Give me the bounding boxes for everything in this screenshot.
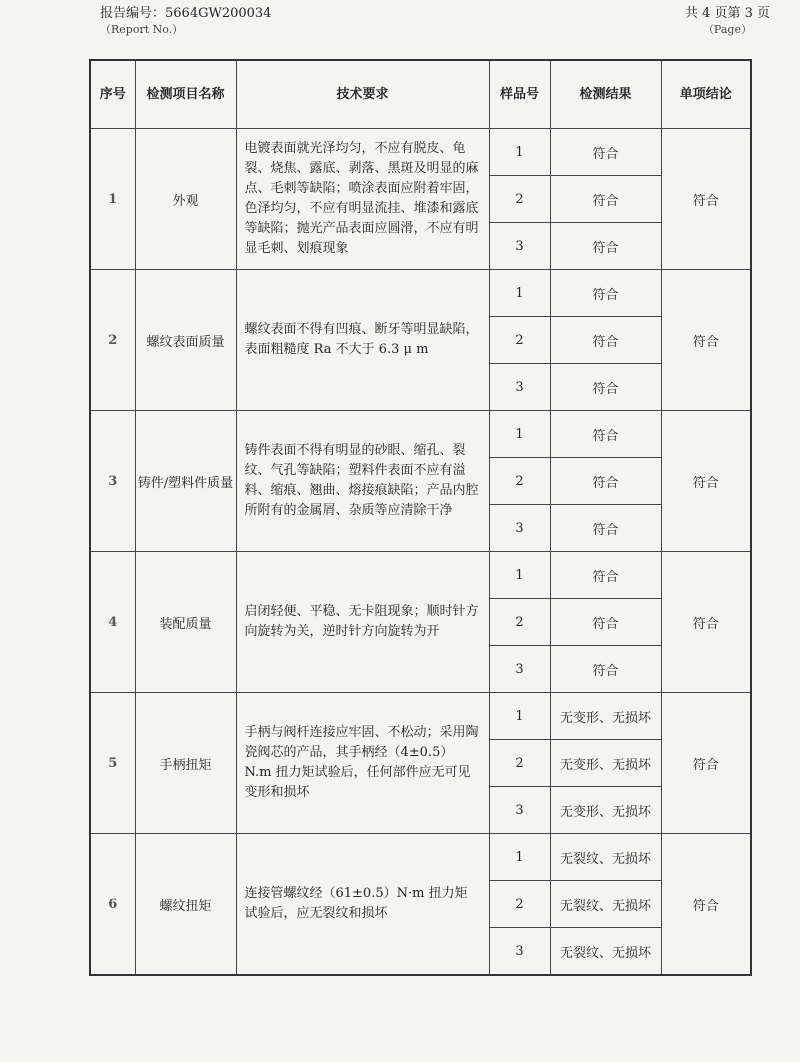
cell-requirement: 电镀表面就光泽均匀，不应有脱皮、龟裂、烧焦、露底、剥落、黑斑及明显的麻点、毛刺等缺陷；喷涂表面应附着牢固，色泽均匀，不应有明显流挂、堆漆和露底等缺陷；抛光产品表面应圆滑，不应有明显毛刺、划痕现象 (236, 129, 489, 270)
table-row (90, 552, 751, 599)
cell-sample-no: 2 (489, 176, 550, 223)
cell-sample-no: 3 (489, 928, 550, 976)
cell-result: 符合 (550, 364, 661, 411)
cell-seq: 4 (90, 552, 135, 693)
cell-sample-no: 1 (489, 552, 550, 599)
col-seq: 序号 (90, 60, 135, 129)
page-header (100, 6, 770, 46)
cell-conclusion: 符合 (661, 693, 751, 834)
col-requirement: 技术要求 (236, 60, 489, 129)
col-result: 检测结果 (550, 60, 661, 129)
cell-result: 无变形、无损坏 (550, 740, 661, 787)
cell-result: 符合 (550, 411, 661, 458)
cell-result: 符合 (550, 317, 661, 364)
cell-result: 符合 (550, 599, 661, 646)
cell-seq: 3 (90, 411, 135, 552)
cell-requirement: 铸件表面不得有明显的砂眼、缩孔、裂纹、气孔等缺陷；塑料件表面不应有溢料、缩痕、翘曲、熔接痕缺陷；产品内腔所附有的金属屑、杂质等应清除干净 (236, 411, 489, 552)
cell-result: 符合 (550, 552, 661, 599)
cell-seq: 2 (90, 270, 135, 411)
cell-sample-no: 1 (489, 693, 550, 740)
cell-sample-no: 1 (489, 411, 550, 458)
table-row (90, 411, 751, 458)
cell-requirement: 手柄与阀杆连接应牢固、不松动；采用陶瓷阀芯的产品，其手柄经（4±0.5）N.m 扭力矩试验后，任何部件应无可见变形和损坏 (236, 693, 489, 834)
cell-result: 无裂纹、无损坏 (550, 881, 661, 928)
cell-conclusion: 符合 (661, 270, 751, 411)
report-number (100, 6, 271, 38)
cell-sample-no: 3 (489, 505, 550, 552)
cell-result: 符合 (550, 129, 661, 176)
cell-seq: 6 (90, 834, 135, 976)
cell-sample-no: 1 (489, 270, 550, 317)
cell-item: 装配质量 (135, 552, 236, 693)
cell-sample-no: 2 (489, 599, 550, 646)
cell-conclusion: 符合 (661, 129, 751, 270)
cell-seq: 5 (90, 693, 135, 834)
cell-sample-no: 3 (489, 646, 550, 693)
cell-result: 符合 (550, 270, 661, 317)
cell-result: 符合 (550, 646, 661, 693)
cell-item: 外观 (135, 129, 236, 270)
cell-result: 无变形、无损坏 (550, 693, 661, 740)
cell-sample-no: 2 (489, 317, 550, 364)
cell-item: 螺纹表面质量 (135, 270, 236, 411)
cell-requirement: 连接管螺纹经（61±0.5）N·m 扭力矩试验后，应无裂纹和损坏 (236, 834, 489, 976)
cell-result: 符合 (550, 223, 661, 270)
cell-seq: 1 (90, 129, 135, 270)
page-en: （Page） (702, 23, 752, 36)
cell-result: 符合 (550, 505, 661, 552)
inspection-table (89, 59, 752, 976)
cell-conclusion: 符合 (661, 552, 751, 693)
col-conclusion: 单项结论 (661, 60, 751, 129)
cell-result: 无裂纹、无损坏 (550, 928, 661, 976)
table-row (90, 129, 751, 176)
cell-sample-no: 2 (489, 458, 550, 505)
col-sample: 样品号 (489, 60, 550, 129)
cell-requirement: 启闭轻便、平稳、无卡阻现象；顺时针方向旋转为关，逆时针方向旋转为开 (236, 552, 489, 693)
cell-conclusion: 符合 (661, 834, 751, 976)
cell-sample-no: 1 (489, 129, 550, 176)
cell-result: 符合 (550, 458, 661, 505)
cell-requirement: 螺纹表面不得有凹痕、断牙等明显缺陷，表面粗糙度 Ra 不大于 6.3 μ m (236, 270, 489, 411)
cell-result: 无变形、无损坏 (550, 787, 661, 834)
cell-item: 手柄扭矩 (135, 693, 236, 834)
col-item: 检测项目名称 (135, 60, 236, 129)
cell-item: 螺纹扭矩 (135, 834, 236, 976)
cell-sample-no: 3 (489, 787, 550, 834)
cell-sample-no: 3 (489, 364, 550, 411)
cell-item: 铸件/塑料件质量 (135, 411, 236, 552)
cell-result: 无裂纹、无损坏 (550, 834, 661, 881)
report-number-label: 报告编号：5664GW200034 (100, 6, 272, 21)
cell-sample-no: 1 (489, 834, 550, 881)
table-row (90, 693, 751, 740)
table-header-row (90, 60, 751, 129)
cell-conclusion: 符合 (661, 411, 751, 552)
table-body (90, 129, 751, 976)
cell-sample-no: 3 (489, 223, 550, 270)
page-info (685, 6, 770, 38)
table-row (90, 834, 751, 881)
page-label: 共 4 页第 3 页 (684, 6, 770, 21)
cell-sample-no: 2 (489, 740, 550, 787)
table-row (90, 270, 751, 317)
report-number-en: （Report No.） (100, 23, 184, 36)
cell-sample-no: 2 (489, 881, 550, 928)
cell-result: 符合 (550, 176, 661, 223)
